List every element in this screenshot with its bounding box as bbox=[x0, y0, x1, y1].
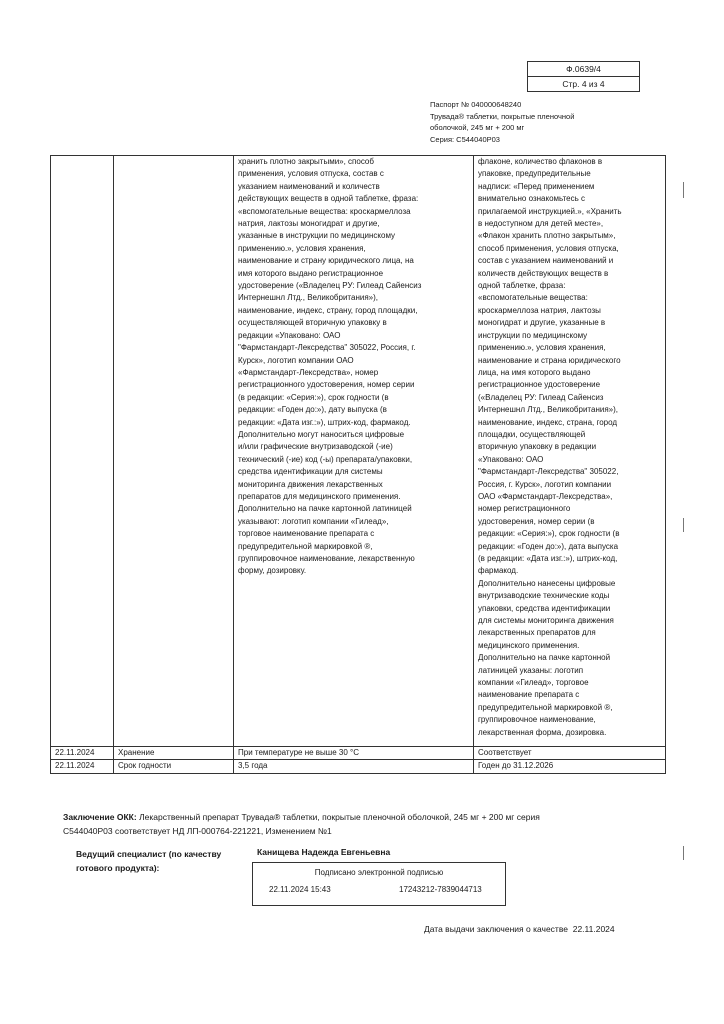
table-row bbox=[51, 760, 666, 773]
form-code: Ф.0639/4 bbox=[566, 64, 601, 74]
table-cell bbox=[51, 156, 114, 747]
conclusion-text-cont: C544040P03 соответствует НД ЛП-000764-221221, Изменением №1 bbox=[63, 826, 332, 836]
requirement-text: хранить плотно закрытыми», способ применения, условия отпуска, состав с указанием наименований и количеств действующих веществ в одной таблетке, фраза: «вспомогательные вещества: кроскармеллоза натрия, лактозы моногидрат и другие, указанные в инструкции по медицинскому применению.», условия хранения, наименование и страну юридического лица, на имя которого выдано регистрационное удостоверение («Владелец РУ: Гилеад Сайенсиз Интернешнл Лтд., Великобритания»), наименование, индекс, страну, город площадки, осуществляющей вторичную упаковку в редакции «Упаковано: ОАО "Фармстандарт-Лексредства" 305022, Россия, г. Курск», логотип компании ОАО «Фармстандарт-Лексредства», номер регистрационного удостоверения, номер серии (в редакции: «Серия:»), срок годности (в редакции: «Годен до:»), дату выпуска (в редакции: «Дата изг.:»), штрих-код, фармакод. Дополнительно могут наноситься цифровые и/или графические внутризаводской (-ие) технический (-ие) код (-ы) препарата/упаковки, средства идентификации для системы мониторинга движения лекарственных препаратов для медицинского применения. Дополнительно на пачке картонной латиницей указывают: логотип компании «Гилеад», торговое наименование препарата с предупредительной маркировкой ®, группировочное наименование, лекарственную форму, дозировку. bbox=[238, 157, 422, 576]
passport-number: Паспорт № 040000648240 bbox=[430, 100, 522, 109]
signature-title: Подписано электронной подписью bbox=[314, 868, 444, 877]
e-signature-box bbox=[252, 862, 506, 906]
row-param: Хранение bbox=[114, 747, 234, 760]
product-name: Трувада® таблетки, покрытые пленочной bbox=[430, 111, 575, 121]
conclusion-text: Лекарственный препарат Трувада® таблетки, покрытые пленочной оболочкой, 245 мг + 200 мг серия bbox=[139, 812, 540, 822]
qc-conclusion bbox=[63, 810, 583, 838]
table-row bbox=[51, 156, 666, 747]
row-requirement: При температуре не выше 30 °С bbox=[234, 747, 474, 760]
row-result: Годен до 31.12.2026 bbox=[474, 760, 666, 773]
row-date: 22.11.2024 bbox=[51, 760, 114, 773]
requirement-cell bbox=[234, 156, 474, 747]
result-text: флаконе, количество флаконов в упаковке, предупредительные надписи: «Перед применением внимательно ознакомьтесь с прилагаемой инструкцией.», «Хранить в недоступном для детей месте», «Флакон хранить плотно закрытым», способ применения, условия отпуска, состав с указанием наименований и количеств действующих веществ в одной таблетке, фраза: «вспомогательные вещества: кроскармеллоза натрия, лактозы моногидрат и другие, указанные в инструкции по медицинскому применению.», условия хранения, наименование и страна юридического лица, на имя которого выдано регистрационное удостоверение («Владелец РУ: Гилеад Сайенсиз Интернешнл Лтд., Великобритания»), наименование, индекс, страна, город площадки, осуществляющей вторичную упаковку в редакции «Упаковано: ОАО "Фармстандарт-Лексредства" 305022, Россия, г. Курск», логотип компании ОАО «Фармстандарт-Лексредства», номер регистрационного удостоверения, номер серии (в редакции: «Серия:»), срок годности (в редакции: «Годен до:»), дата выпуска (в редакции: «Дата изг.:»), штрих-код, фармакод. Дополнительно нанесены цифровые внутризаводские технические коды упаковки, средства идентификации для системы мониторинга движения лекарственных препаратов для медицинского применения. Дополнительно на пачке картонной латиницей указаны: логотип компании «Гилеад», торговое наименование препарата с предупредительной маркировкой ®, группировочное наименование, лекарственная форма, дозировка. bbox=[478, 157, 622, 737]
results-table bbox=[50, 155, 666, 774]
scan-mark bbox=[683, 182, 684, 198]
specialist-name: Канищева Надежда Евгеньевна bbox=[257, 847, 391, 857]
conclusion-label: Заключение ОКК: bbox=[63, 812, 137, 822]
page-number: Стр. 4 из 4 bbox=[528, 76, 639, 91]
signature-datetime: 22.11.2024 15:43 bbox=[269, 885, 331, 894]
row-date: 22.11.2024 bbox=[51, 747, 114, 760]
table-row bbox=[51, 747, 666, 760]
product-name-cont: оболочкой, 245 мг + 200 мг bbox=[430, 123, 525, 132]
row-param: Срок годности bbox=[114, 760, 234, 773]
specialist-role: Ведущий специалист (по качеству готового продукта): bbox=[76, 849, 222, 873]
issue-label: Дата выдачи заключения о качестве bbox=[424, 924, 568, 934]
table-cell bbox=[114, 156, 234, 747]
scan-mark bbox=[683, 518, 684, 532]
form-code-box bbox=[527, 61, 640, 92]
issue-date: 22.11.2024 bbox=[572, 924, 615, 934]
scan-mark bbox=[683, 846, 684, 860]
row-requirement: 3,5 года bbox=[234, 760, 474, 773]
result-cell bbox=[474, 156, 666, 747]
series-number: Серия: C544040P03 bbox=[430, 134, 500, 144]
document-header bbox=[430, 99, 574, 145]
issue-date-line bbox=[424, 924, 615, 934]
signature-number: 17243212-7839044713 bbox=[399, 885, 482, 894]
row-result: Соответствует bbox=[474, 747, 666, 760]
